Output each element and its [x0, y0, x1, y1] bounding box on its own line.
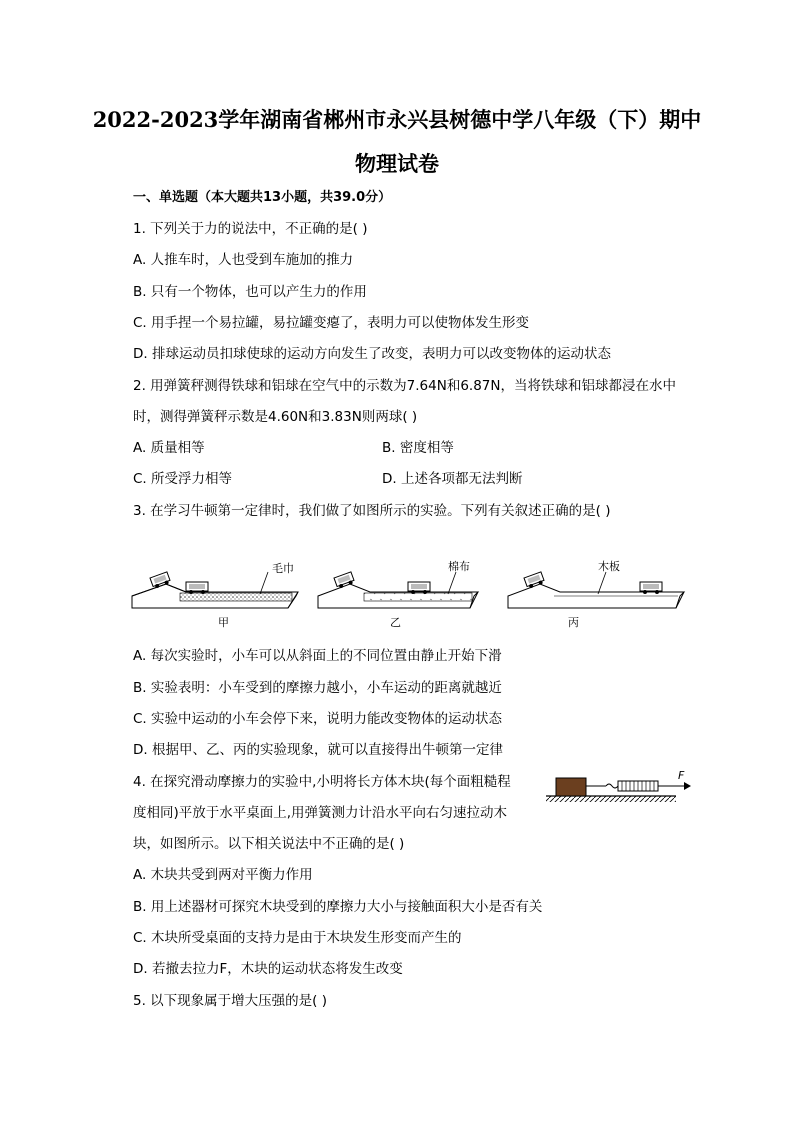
q2-option-b: B. 密度相等 — [382, 440, 454, 456]
q3-option-c: C. 实验中运动的小车会停下来，说明力能改变物体的运动状态 — [133, 711, 503, 727]
q2-stem-line2: 时，测得弹簧秤示数是4.60N和3.83N则两球( ) — [133, 409, 418, 425]
q2-stem-line1: 2. 用弹簧秤测得铁球和铝球在空气中的示数为7.64N和6.87N，当将铁球和铝球都浸在水中 — [133, 378, 676, 394]
q5-stem: 5. 以下现象属于增大压强的是( ) — [133, 993, 327, 1009]
q4-option-d: D. 若撤去拉力F，木块的运动状态将发生改变 — [133, 961, 403, 977]
wooden-block — [556, 778, 586, 796]
q4-stem-line2: 度相同)平放于水平桌面上,用弹簧测力计沿水平向右匀速拉动木 — [133, 805, 508, 821]
q4-option-a: A. 木块共受到两对平衡力作用 — [133, 867, 313, 883]
q1-option-a: A. 人推车时，人也受到车施加的推力 — [133, 252, 354, 268]
q3-figure-newton-experiment — [128, 556, 688, 634]
q4-figure-spring-scale — [544, 768, 694, 804]
label-cotton: 棉布 — [448, 560, 470, 573]
q2-option-d: D. 上述各项都无法判断 — [382, 471, 523, 487]
q2-option-c: C. 所受浮力相等 — [133, 471, 233, 487]
table-surface — [546, 796, 676, 802]
q3-option-b: B. 实验表明：小车受到的摩擦力越小，小车运动的距离就越近 — [133, 680, 502, 696]
panel-bing — [508, 559, 684, 629]
caption-jia: 甲 — [218, 616, 229, 629]
caption-bing: 丙 — [568, 616, 579, 629]
exam-title-line2: 物理试卷 — [355, 151, 439, 176]
q3-stem: 3. 在学习牛顿第一定律时，我们做了如图所示的实验。下列有关叙述正确的是( ) — [133, 503, 611, 519]
arrow-right-icon — [684, 782, 691, 790]
q4-option-c: C. 木块所受桌面的支持力是由于木块发生形变而产生的 — [133, 930, 462, 946]
q1-option-c: C. 用手捏一个易拉罐，易拉罐变瘪了，表明力可以使物体发生形变 — [133, 315, 530, 331]
label-board: 木板 — [598, 560, 620, 573]
panel-jia — [132, 561, 298, 629]
q4-stem-line3: 块，如图所示。以下相关说法中不正确的是( ) — [133, 836, 405, 852]
force-label: F — [678, 769, 685, 782]
q1-option-d: D. 排球运动员扣球使球的运动方向发生了改变，表明力可以改变物体的运动状态 — [133, 346, 611, 362]
caption-yi: 乙 — [390, 616, 401, 629]
q2-option-a: A. 质量相等 — [133, 440, 205, 456]
q4-option-b: B. 用上述器材可探究木块受到的摩擦力大小与接触面积大小是否有关 — [133, 899, 543, 915]
section-heading: 一、单选题（本大题共13小题，共39.0分） — [133, 190, 392, 205]
exam-title-line1: 2022-2023学年湖南省郴州市永兴县树德中学八年级（下）期中 — [92, 107, 702, 132]
label-towel: 毛巾 — [272, 562, 294, 575]
panel-yi — [318, 559, 478, 629]
q1-option-b: B. 只有一个物体，也可以产生力的作用 — [133, 284, 367, 300]
q3-option-d: D. 根据甲、乙、丙的实验现象，就可以直接得出牛顿第一定律 — [133, 742, 503, 758]
q3-option-a: A. 每次实验时，小车可以从斜面上的不同位置由静止开始下滑 — [133, 648, 502, 664]
q4-stem-line1: 4. 在探究滑动摩擦力的实验中,小明将长方体木块(每个面粗糙程 — [133, 774, 511, 790]
q1-stem: 1. 下列关于力的说法中，不正确的是( ) — [133, 221, 368, 237]
